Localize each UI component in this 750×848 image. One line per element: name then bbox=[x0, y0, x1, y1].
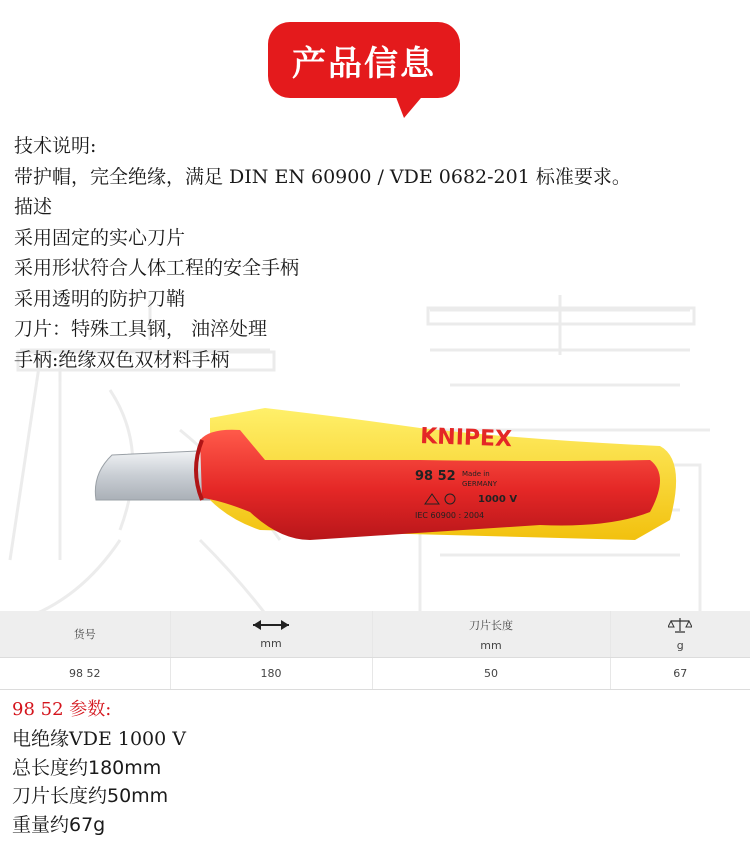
param-line: 电绝缘VDE 1000 V bbox=[12, 728, 186, 750]
length-arrow-icon bbox=[251, 619, 291, 631]
description-block bbox=[14, 131, 631, 375]
description-line: 技术说明: bbox=[14, 135, 97, 157]
table-header-row bbox=[0, 611, 750, 658]
handle-model: 98 52 bbox=[415, 469, 456, 484]
handle-country: GERMANY bbox=[462, 480, 498, 488]
header-badge-tail bbox=[394, 92, 426, 118]
description-line: 刀片：特殊工具钢， 油淬处理 bbox=[14, 318, 268, 340]
params-block bbox=[12, 695, 186, 839]
handle-brand: KNIPEX bbox=[419, 424, 513, 453]
header-unit: mm bbox=[480, 638, 502, 652]
header-unit: g bbox=[676, 638, 684, 652]
header-label: 刀片长度 bbox=[469, 618, 513, 632]
scale-icon bbox=[668, 617, 692, 633]
product-image bbox=[90, 400, 690, 560]
params-title: 98 52 参数: bbox=[12, 699, 112, 720]
param-line: 刀片长度约50mm bbox=[12, 785, 169, 807]
handle-voltage: 1000 V bbox=[478, 494, 518, 505]
description-line: 带护帽，完全绝缘，满足 DIN EN 60900 / VDE 0682-201 标准要求。 bbox=[14, 165, 631, 188]
table-cell: 98 52 bbox=[0, 658, 170, 690]
header-label: 货号 bbox=[73, 628, 96, 641]
handle-standard: IEC 60900 : 2004 bbox=[415, 511, 485, 520]
param-line: 重量约67g bbox=[12, 813, 106, 836]
description-line: 采用形状符合人体工程的安全手柄 bbox=[14, 257, 300, 279]
table-row bbox=[0, 658, 750, 690]
spec-table bbox=[0, 611, 750, 690]
header-cell-item-no bbox=[0, 611, 170, 658]
header-cell-blade-length bbox=[372, 611, 610, 658]
param-line: 总长度约180mm bbox=[12, 756, 162, 779]
description-line: 手柄:绝缘双色双材料手柄 bbox=[14, 348, 230, 371]
table-cell: 67 bbox=[610, 658, 750, 690]
description-line: 采用透明的防护刀鞘 bbox=[14, 287, 186, 310]
table-cell: 180 bbox=[170, 658, 372, 690]
handle-made-in: Made in bbox=[462, 470, 490, 478]
table-cell: 50 bbox=[372, 658, 610, 690]
description-line: 采用固定的实心刀片 bbox=[14, 226, 186, 249]
header-cell-weight bbox=[610, 611, 750, 658]
page-title: 产品信息 bbox=[292, 43, 436, 84]
description-line: 描述 bbox=[14, 196, 53, 218]
header-badge bbox=[268, 22, 460, 98]
header-unit: mm bbox=[260, 636, 282, 650]
header-cell-length bbox=[170, 611, 372, 658]
